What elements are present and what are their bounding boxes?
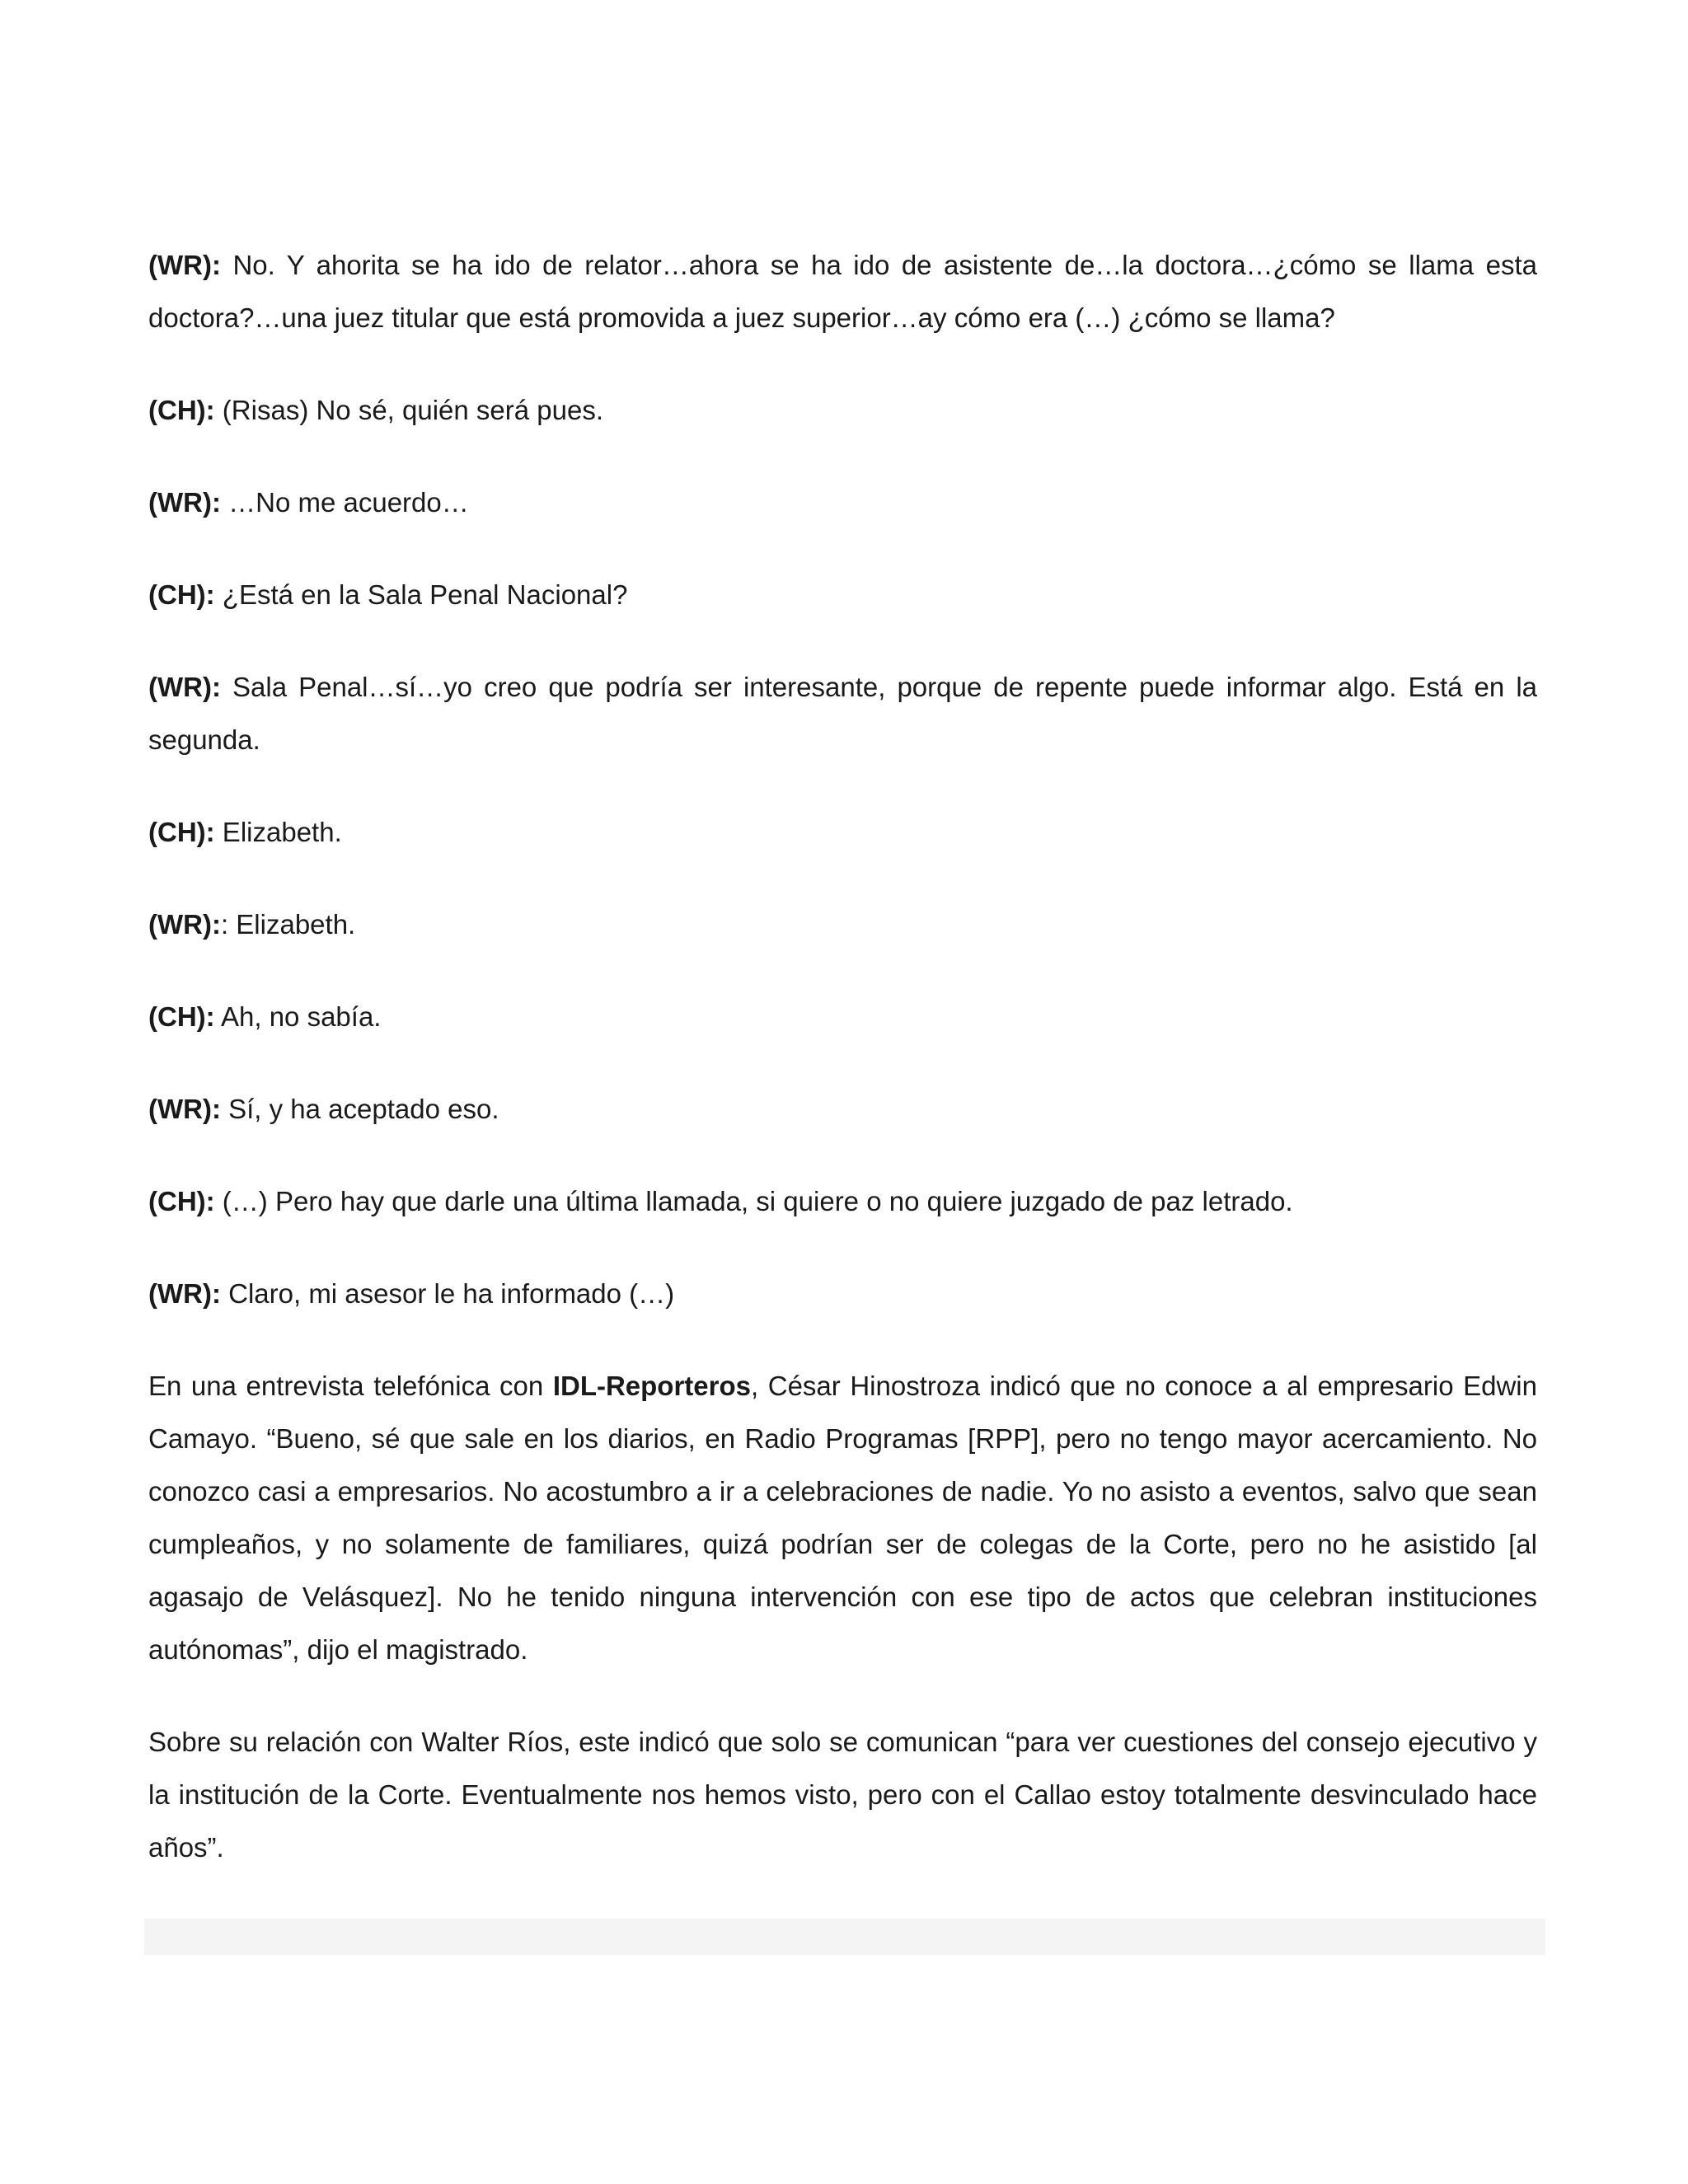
speaker-label: (WR): — [148, 909, 221, 940]
speaker-label: (WR): — [148, 1278, 221, 1309]
dialogue-line — [148, 1083, 1537, 1136]
speaker-label: (WR): — [148, 672, 221, 702]
dialogue-text: …No me acuerdo… — [220, 487, 469, 518]
dialogue-line — [148, 569, 1537, 621]
interview-text-before: En una entrevista telefónica con — [148, 1371, 553, 1401]
dialogue-text: Claro, mi asesor le ha informado (…) — [220, 1278, 675, 1309]
speaker-label: (CH): — [148, 579, 215, 610]
dialogue-line — [148, 384, 1537, 437]
speaker-label: (WR): — [148, 487, 221, 518]
interview-paragraph — [148, 1360, 1537, 1676]
interview-text-after: , César Hinostroza indicó que no conoce a al empresario Edwin Camayo. “Bueno, sé que sale en los diarios, en Radio Programas [RPP], pero no tengo mayor acercamiento. No conozco casi a empresarios. No acostumbro a ir a celebraciones de nadie. Yo no asisto a eventos, salvo que sean cumpleaños, y no solamente de familiares, quizá podrían ser de colegas de la Corte, pero no he asistido [al agasajo de Velásquez]. No he tenido ninguna intervención con ese tipo de actos que celebran instituciones autónomas”, dijo el magistrado. — [148, 1371, 1537, 1665]
dialogue-line — [148, 661, 1537, 766]
document-body — [148, 239, 1537, 1914]
dialogue-text: Elizabeth. — [214, 817, 342, 847]
publication-name: IDL-Reporteros — [552, 1371, 751, 1401]
dialogue-line — [148, 1175, 1537, 1228]
dialogue-text: Ah, no sabía. — [214, 1001, 382, 1032]
dialogue-text: No. Y ahorita se ha ido de relator…ahora se ha ido de asistente de…la doctora…¿cómo se llama esta doctora?…una juez titular que está promovida a juez superior…ay cómo era (…) ¿cómo se llama? — [148, 250, 1537, 333]
dialogue-line — [148, 239, 1537, 344]
dialogue-text: (Risas) No sé, quién será pues. — [214, 395, 604, 425]
dialogue-line — [148, 898, 1537, 951]
speaker-label: (CH): — [148, 1186, 215, 1216]
dialogue-line — [148, 1268, 1537, 1320]
dialogue-line — [148, 476, 1537, 529]
dialogue-text: : Elizabeth. — [220, 909, 356, 940]
relation-paragraph: Sobre su relación con Walter Ríos, este indicó que solo se comunican “para ver cuestiones del consejo ejecutivo y la institución de la Corte. Eventualmente nos hemos visto, pero con el Callao estoy totalmente desvinculado hace años”. — [148, 1727, 1537, 1863]
speaker-label: (CH): — [148, 1001, 215, 1032]
footer-bar — [144, 1919, 1545, 1955]
dialogue-line — [148, 806, 1537, 859]
dialogue-text: ¿Está en la Sala Penal Nacional? — [214, 579, 628, 610]
speaker-label: (WR): — [148, 250, 221, 280]
dialogue-text: (…) Pero hay que darle una última llamada, si quiere o no quiere juzgado de paz letrado. — [214, 1186, 1293, 1216]
dialogue-line — [148, 991, 1537, 1043]
dialogue-text: Sí, y ha aceptado eso. — [220, 1094, 499, 1124]
dialogue-text: Sala Penal…sí…yo creo que podría ser interesante, porque de repente puede informar algo. Está en la segunda. — [148, 672, 1537, 755]
speaker-label: (WR): — [148, 1094, 221, 1124]
speaker-label: (CH): — [148, 817, 215, 847]
speaker-label: (CH): — [148, 395, 215, 425]
